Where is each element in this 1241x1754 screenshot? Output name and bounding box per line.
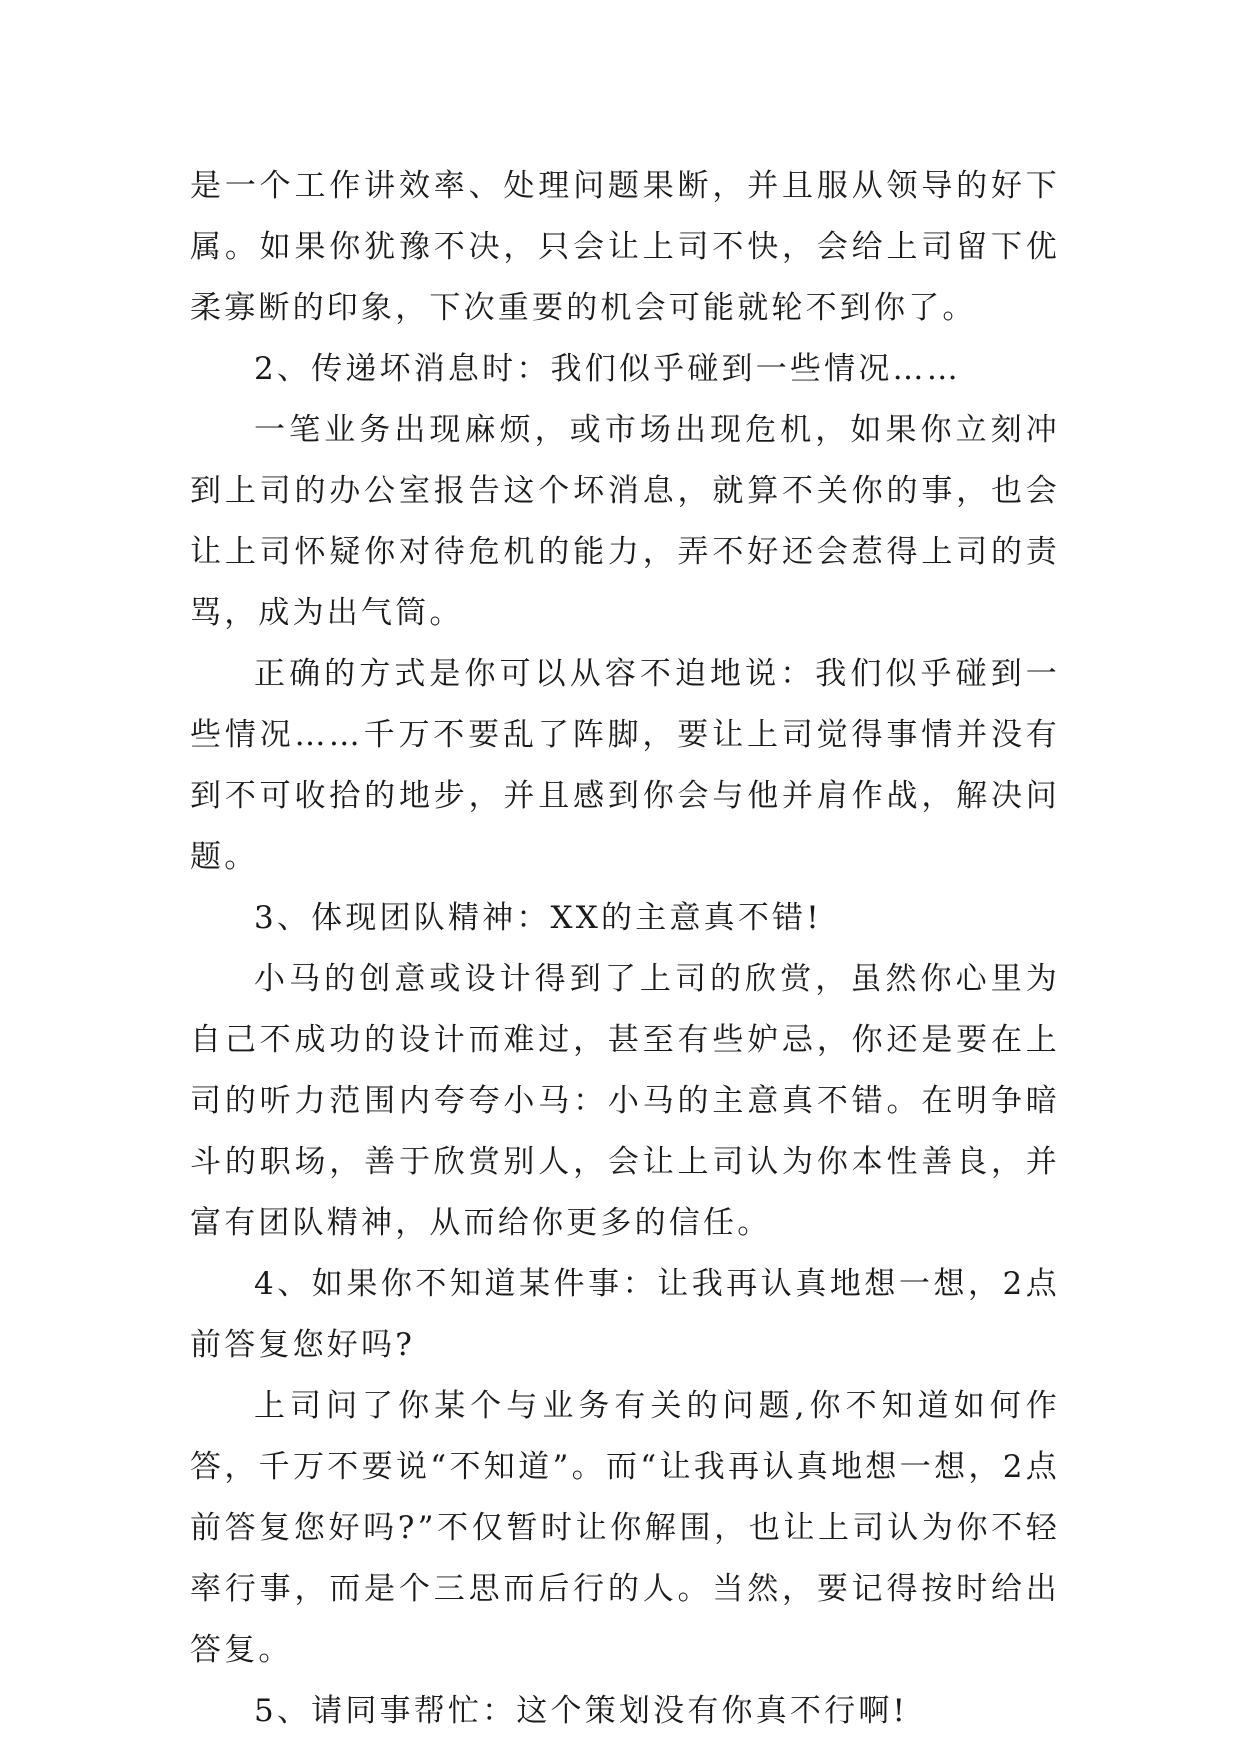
paragraph-continuation: 是一个工作讲效率、处理问题果断，并且服从领导的好下属。如果你犹豫不决，只会让上司不快，会给上司留下优柔寡断的印象，下次重要的机会可能就轮不到你了。	[190, 168, 1060, 326]
heading-ask-colleague: 5、请同事帮忙：这个策划没有你真不行啊!	[254, 1693, 909, 1729]
document-body	[190, 156, 1060, 1742]
paragraph-dont-know: 上司问了你某个与业务有关的问题,你不知道如何作答，千万不要说“不知道”。而“让我再认真地想一想，2点前答复您好吗?”不仅暂时让你解围，也让上司认为你不轻率行事，而是个三思而后行的人。当然，要记得按时给出答复。	[190, 1388, 1060, 1668]
paragraph-bad-news-advice: 正确的方式是你可以从容不迫地说：我们似乎碰到一些情况……千万不要乱了阵脚，要让上司觉得事情并没有到不可收拾的地步，并且感到你会与他并肩作战，解决问题。	[190, 656, 1060, 875]
paragraph-bad-news-scenario: 一笔业务出现麻烦，或市场出现危机，如果你立刻冲到上司的办公室报告这个坏消息，就算不关你的事，也会让上司怀疑你对待危机的能力，弄不好还会惹得上司的责骂，成为出气筒。	[190, 412, 1060, 631]
heading-dont-know: 4、如果你不知道某件事：让我再认真地想一想，2点前答复您好吗?	[190, 1266, 1060, 1363]
paragraph-team-spirit: 小马的创意或设计得到了上司的欣赏，虽然你心里为自己不成功的设计而难过，甚至有些妒忌，你还是要在上司的听力范围内夸夸小马：小马的主意真不错。在明争暗斗的职场，善于欣赏别人，会让上司认为你本性善良，并富有团队精神，从而给你更多的信任。	[190, 961, 1060, 1241]
heading-bad-news: 2、传递坏消息时：我们似乎碰到一些情况……	[254, 351, 961, 387]
heading-team-spirit: 3、体现团队精神：XX的主意真不错!	[254, 900, 822, 936]
